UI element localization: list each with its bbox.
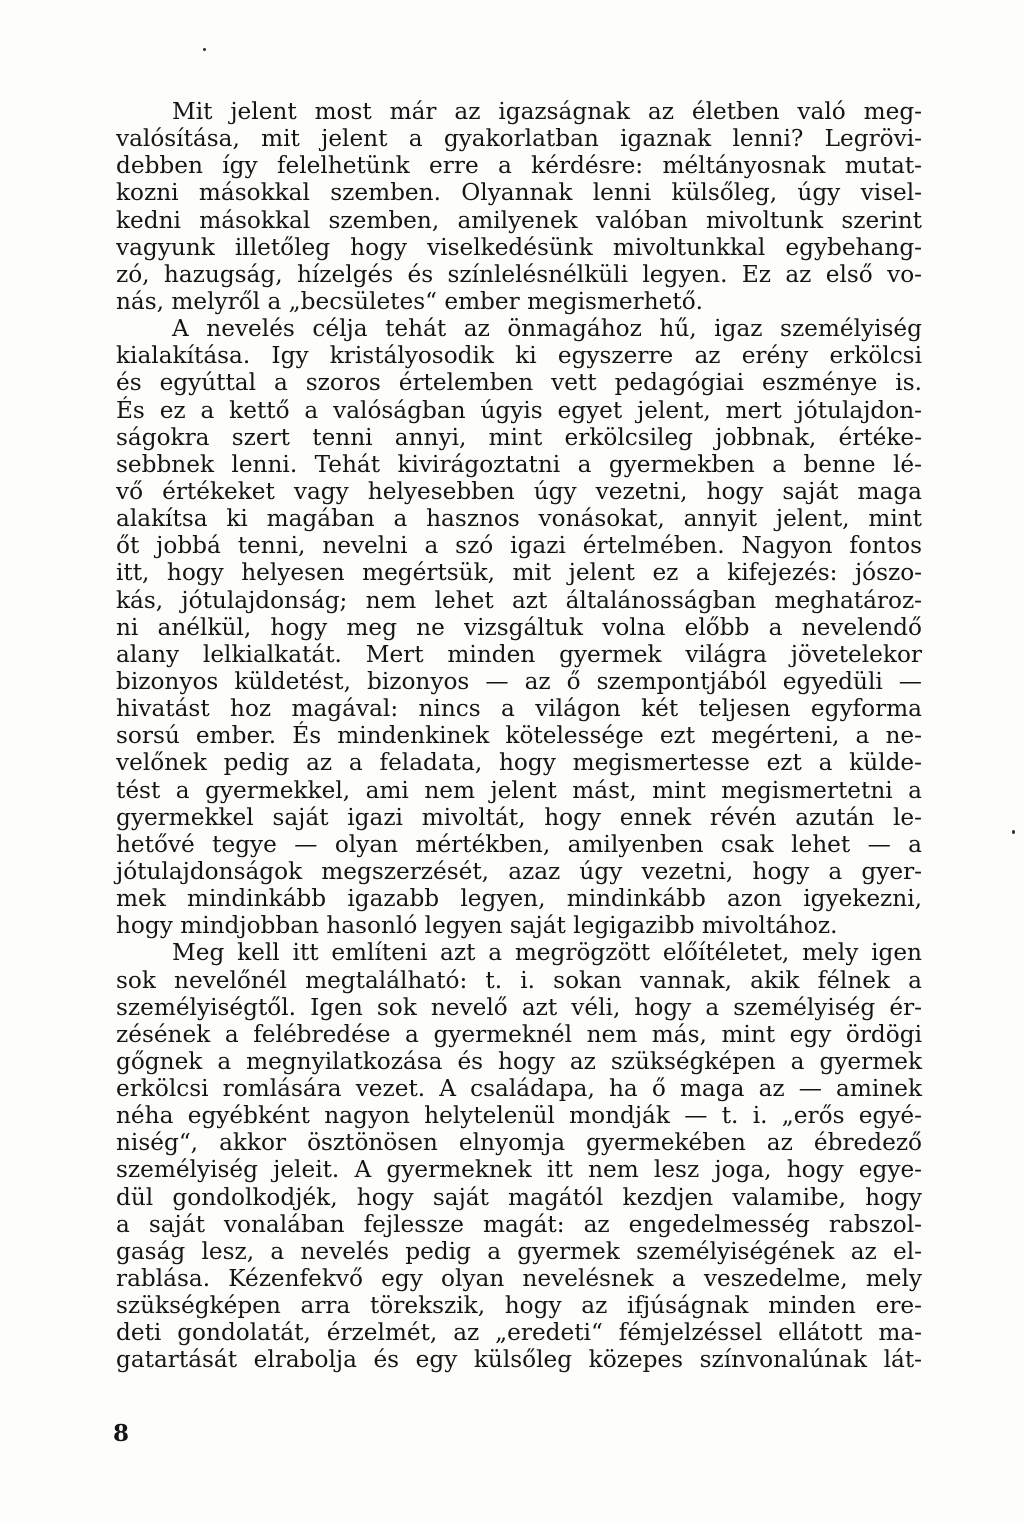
- text-line: valósítása, mit jelent a gyakorlatban igaznak lenni? Legrövi-: [116, 125, 922, 153]
- text-line: itt, hogy helyesen megértsük, mit jelent ez a kifejezés: jószo-: [116, 559, 922, 587]
- text-line: a saját vonalában fejlessze magát: az engedelmesség rabszol-: [116, 1210, 922, 1238]
- text-line: nás, melyről a „becsületes“ ember megismerhető.: [116, 287, 704, 315]
- text-line: kozni másokkal szemben. Olyannak lenni külsőleg, úgy visel-: [116, 179, 922, 207]
- text-line: tést a gyermekkel, ami nem jelent mást, mint megismertetni a: [116, 776, 922, 804]
- text-line: gyermekkel saját igazi mivoltát, hogy ennek révén azután le-: [116, 803, 922, 831]
- text-line: gaság lesz, a nevelés pedig a gyermek személyiségének az el-: [116, 1237, 922, 1265]
- text-line: vő értékeket vagy helyesebben úgy vezetni, hogy saját maga: [116, 477, 922, 505]
- text-line: vagyunk illetőleg hogy viselkedésünk mivoltunkkal egybehang-: [116, 233, 922, 261]
- text-line: kedni másokkal szemben, amilyenek valóban mivoltunk szerint: [116, 206, 922, 234]
- page-number: 8: [113, 1420, 130, 1447]
- text-line: rablása. Kézenfekvő egy olyan nevelésnek a veszedelme, mely: [116, 1265, 922, 1293]
- body-text: [116, 98, 922, 1374]
- text-line: alakítsa ki magában a hasznos vonásokat, annyit jelent, mint: [116, 505, 922, 533]
- text-line: deti gondolatát, érzelmét, az „eredeti“ fémjelzéssel ellátott ma-: [116, 1319, 922, 1347]
- text-line: kás, jótulajdonság; nem lehet azt általánosságban meghatároz-: [116, 586, 922, 614]
- text-line: ságokra szert tenni annyi, mint erkölcsileg jobbnak, értéke-: [116, 423, 922, 451]
- text-line: sebbnek lenni. Tehát kivirágoztatni a gyermekben a benne lé-: [116, 450, 922, 478]
- text-line: hogy mindjobban hasonló legyen saját legigazibb mivoltához.: [116, 912, 838, 940]
- text-line: sorsú ember. És mindenkinek kötelessége ezt megérteni, a ne-: [116, 722, 922, 750]
- text-line: És ez a kettő a valóságban úgyis egyet jelent, mert jótulajdon-: [116, 396, 922, 424]
- text-line: erkölcsi romlására vezet. A családapa, ha ő maga az — aminek: [116, 1075, 922, 1103]
- text-line: dül gondolkodjék, hogy saját magától kezdjen valamibe, hogy: [116, 1183, 922, 1211]
- text-line: ni anélkül, hogy meg ne vizsgáltuk volna előbb a nevelendő: [116, 613, 922, 641]
- text-line: hivatást hoz magával: nincs a világon két teljesen egyforma: [116, 695, 922, 723]
- text-line: niség“, akkor ösztönösen elnyomja gyermekében az ébredező: [116, 1129, 922, 1157]
- text-line: zésének a felébredése a gyermeknél nem más, mint egy ördögi: [116, 1020, 922, 1048]
- text-line: debben így felelhetünk erre a kérdésre: méltányosnak mutat-: [116, 152, 922, 180]
- text-line: gatartását elrabolja és egy külsőleg közepes színvonalúnak lát-: [116, 1346, 922, 1374]
- text-line: szükségképen arra törekszik, hogy az ifjúságnak minden ere-: [116, 1292, 922, 1320]
- text-line: sok nevelőnél megtalálható: t. i. sokan vannak, akik félnek a: [116, 966, 922, 994]
- text-line: alany lelkialkatát. Mert minden gyermek világra jövetelekor: [116, 640, 922, 668]
- text-line: néha egyébként nagyon helytelenül mondják — t. i. „erős egyé-: [116, 1102, 922, 1130]
- ink-speck: [1012, 830, 1015, 834]
- text-line: jótulajdonságok megszerzését, azaz úgy vezetni, hogy a gyer-: [116, 857, 922, 885]
- text-line: A nevelés célja tehát az önmagához hű, igaz személyiség: [172, 315, 922, 343]
- text-line: kialakítása. Igy kristályosodik ki egyszerre az erény erkölcsi: [116, 342, 922, 370]
- text-line: gőgnek a megnyilatkozása és hogy az szükségképen a gyermek: [116, 1047, 922, 1075]
- ink-speck: [203, 48, 206, 51]
- text-line: hetővé tegye — olyan mértékben, amilyenben csak lehet — a: [116, 830, 922, 858]
- text-line: személyiségtől. Igen sok nevelő azt véli, hogy a személyiség ér-: [116, 993, 922, 1021]
- text-line: őt jobbá tenni, nevelni a szó igazi értelmében. Nagyon fontos: [116, 532, 922, 560]
- text-line: velőnek pedig az a feladata, hogy megismertesse ezt a külde-: [116, 749, 922, 777]
- text-line: Mit jelent most már az igazságnak az életben való meg-: [172, 98, 922, 125]
- text-line: bizonyos küldetést, bizonyos — az ő szempontjából egyedüli —: [116, 667, 922, 695]
- text-line: Meg kell itt említeni azt a megrögzött előítéletet, mely igen: [172, 939, 922, 967]
- text-line: mek mindinkább igazabb legyen, mindinkább azon igyekezni,: [116, 885, 922, 913]
- text-line: személyiség jeleit. A gyermeknek itt nem lesz joga, hogy egye-: [116, 1156, 922, 1184]
- text-line: zó, hazugság, hízelgés és színlelésnélküli legyen. Ez az első vo-: [116, 260, 922, 288]
- text-line: és egyúttal a szoros értelemben vett pedagógiai eszménye is.: [116, 369, 922, 397]
